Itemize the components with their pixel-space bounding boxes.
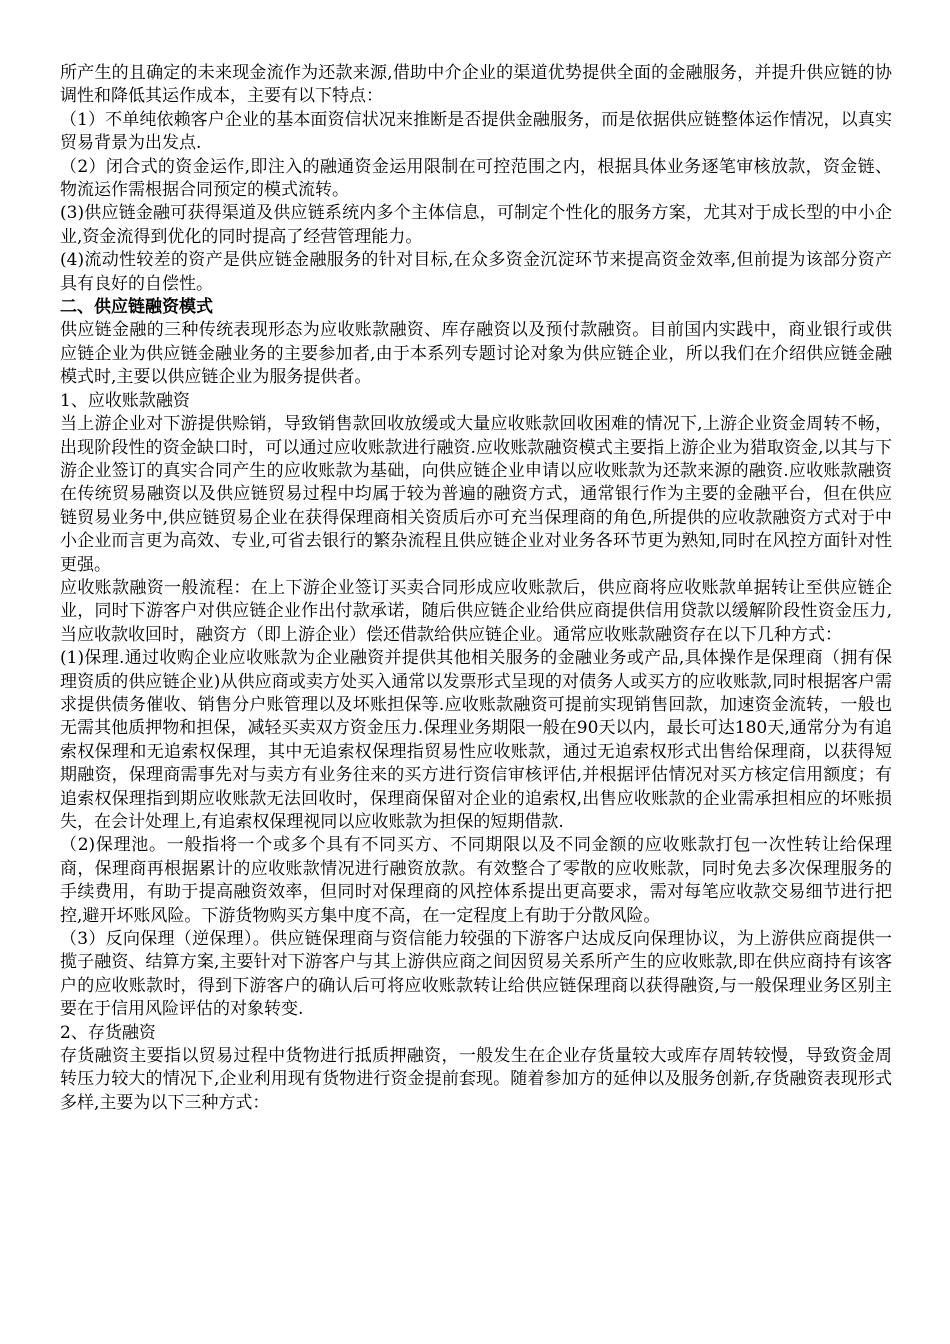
subheading-inventory-financing: 2、存货融资 bbox=[60, 1022, 156, 1043]
paragraph-inventory-overview: 存货融资主要指以贸易过程中货物进行抵质押融资，一般发生在企业存货量较大或库存周转较慢，导致资金周转压力较大的情况下,企业利用现有货物进行资金提前套现。随着参加方的延伸以及服务创新,存货融资表现形式多样,主要为以下三种方式： bbox=[60, 1046, 892, 1113]
section-heading-financing-modes: 二、供应链融资模式 bbox=[60, 297, 213, 318]
paragraph-intro-continued: 所产生的且确定的未来现金流作为还款来源,借助中介企业的渠道优势提供全面的金融服务，并提升供应链的协调性和降低其运作成本，主要有以下特点： bbox=[60, 63, 892, 107]
paragraph-feature-4: (4)流动性较差的资产是供应链金融服务的针对目标,在众多资金沉淀环节来提高资金效率,但前提为该部分资产具有良好的自偿性。 bbox=[60, 250, 892, 294]
paragraph-three-forms: 供应链金融的三种传统表现形态为应收账款融资、库存融资以及预付款融资。目前国内实践中，商业银行或供应链企业为供应链金融业务的主要参加者,由于本系列专题讨论对象为供应链企业，所以我们在介绍供应链金融模式时,主要以供应链企业为服务提供者。 bbox=[60, 320, 892, 388]
paragraph-receivables-overview: 当上游企业对下游提供赊销，导致销售款回收放缓或大量应收账款回收困难的情况下,上游企业资金周转不畅，出现阶段性的资金缺口时，可以通过应收账款进行融资.应收账款融资模式主要指上游企业为猎取资金,以其与下游企业签订的真实合同产生的应收账款为基础，向供应链企业申请以应收账款为还款来源的融资.应收账款融资在传统贸易融资以及供应链贸易过程中均属于较为普遍的融资方式，通常银行作为主要的金融平台，但在供应链贸易业务中,供应链贸易企业在获得保理商相关资质后亦可充当保理商的角色,所提供的应收款融资方式对于中小企业而言更为高效、专业,可省去银行的繁杂流程且供应链企业对业务各环节更为熟知,同时在风控方面针对性更强。 bbox=[60, 414, 892, 575]
subheading-receivables-financing: 1、应收账款融资 bbox=[60, 390, 190, 411]
paragraph-receivables-process: 应收账款融资一般流程：在上下游企业签订买卖合同形成应收账款后，供应商将应收账款单据转让至供应链企业，同时下游客户对供应链企业作出付款承诺，随后供应链企业给供应商提供信用贷款以缓解阶段性资金压力,当应收款收回时，融资方（即上游企业）偿还借款给供应链企业。通常应收账款融资存在以下几种方式： bbox=[60, 577, 892, 645]
paragraph-reverse-factoring: （3）反向保理（逆保理）。供应链保理商与资信能力较强的下游客户达成反向保理协议，为上游供应商提供一揽子融资、结算方案,主要针对下游客户与其上游供应商之间因贸易关系所产生的应收账款,即在供应商持有该客户的应收账款时，得到下游客户的确认后可将应收账款转让给供应链保理商以获得融资,与一般保理业务区别主要在于信用风险评估的对象转变. bbox=[60, 929, 892, 1020]
paragraph-factoring: (1)保理.通过收购企业应收账款为企业融资并提供其他相关服务的金融业务或产品,具体操作是保理商（拥有保理资质的供应链企业)从供应商或卖方处买入通常以发票形式呈现的对债务人或买方的应收账款,同时根据客户需求提供债务催收、销售分户账管理以及坏账担保等.应收账款融资可提前实现销售回款，加速资金流转，一般也无需其他质押物和担保，减轻买卖双方资金压力.保理业务期限一般在90天以内，最长可达180天,通常分为有追索权保理和无追索权保理，其中无追索权保理指贸易性应收账款，通过无追索权形式出售给保理商，以获得短期融资，保理商需事先对与卖方有业务往来的买方进行资信审核评估,并根据评估情况对买方核定信用额度；有追索权保理指到期应收账款无法回收时，保理商保留对企业的追索权,出售应收账款的企业需承担相应的坏账损失，在会计处理上,有追索权保理视同以应收账款为担保的短期借款. bbox=[60, 648, 892, 832]
paragraph-feature-3: (3)供应链金融可获得渠道及供应链系统内多个主体信息，可制定个性化的服务方案，尤其对于成长型的中小企业,资金流得到优化的同时提高了经营管理能力。 bbox=[60, 203, 892, 247]
paragraph-feature-2: （2）闭合式的资金运作,即注入的融通资金运用限制在可控范围之内，根据具体业务逐笔审核放款，资金链、物流运作需根据合同预定的模式流转。 bbox=[60, 156, 892, 201]
paragraph-factoring-pool: （2)保理池。一般指将一个或多个具有不同买方、不同期限以及不同金额的应收账款打包一次性转让给保理商，保理商再根据累计的应收账款情况进行融资放款。有效整合了零散的应收账款，同时免去多次保理服务的手续费用，有助于提高融资效率，但同时对保理商的风控体系提出更高要求，需对每笔应收款交易细节进行把控,避开坏账风险。下游货物购买方集中度不高，在一定程度上有助于分散风险。 bbox=[60, 835, 892, 926]
paragraph-feature-1: （1）不单纯依赖客户企业的基本面资信状况来推断是否提供金融服务，而是依据供应链整体运作情况，以真实贸易背景为出发点. bbox=[60, 109, 892, 154]
